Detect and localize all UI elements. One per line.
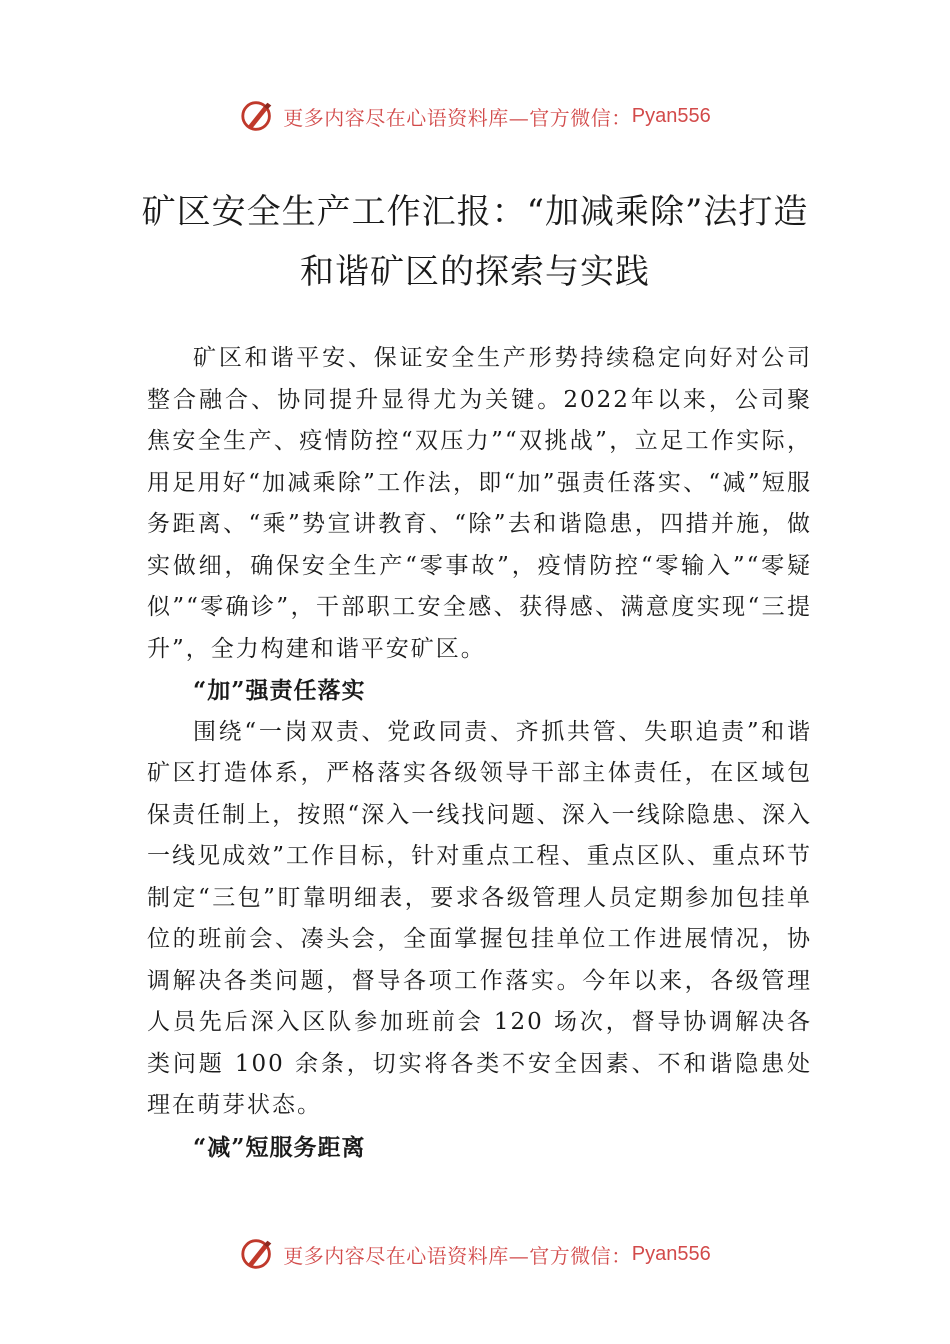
watermark-text: 更多内容尽在心语资料库—官方微信： xyxy=(283,105,632,130)
watermark-handle: Pyan556 xyxy=(631,104,711,127)
header-watermark xyxy=(0,96,950,136)
section-paragraph-1: 围绕“一岗双责、党政同责、齐抓共管、失职追责”和谐矿区打造体系，严格落实各级领导干部主体责任，在区域包保责任制上，按照“深入一线找问题、深入一线除隐患、深入一线见成效”工作目标，针对重点工程、重点区队、重点环节 制定“三包”盯靠明细表，要求各级管理人员定期参加包挂单位的班前会、凑头会，全面掌握包挂单位工作进展情况，协调解决各类问题，督导各项工作落实。今年以来，各级管理人员先后深入区队参加班前会 120 场次，督导协调解决各类问题 100 余条，切实将各类不安全因素、不和谐隐患处理在萌芽状态。 xyxy=(147,718,812,1118)
pen-logo-icon xyxy=(239,1235,277,1273)
pen-logo-icon xyxy=(239,97,277,135)
footer-watermark xyxy=(0,1234,950,1274)
document-title: 矿区安全生产工作汇报：“加减乘除”法打造和谐矿区的探索与实践 xyxy=(141,192,809,292)
watermark-handle: Pyan556 xyxy=(631,1242,711,1265)
watermark-text: 更多内容尽在心语资料库—官方微信： xyxy=(283,1243,632,1268)
section-heading-2: “减”短服务距离 xyxy=(193,1133,366,1161)
document-body xyxy=(147,338,812,1168)
intro-paragraph: 矿区和谐平安、保证安全生产形势持续稳定向好对公司整合融合、协同提升显得尤为关键。2022年以来，公司聚焦安全生产、疫情防控“双压力”“双挑战”，立足工作实际，用足用好“加减乘除”工作法，即“加”强责任落实、“减”短服务距离、“乘”势宣讲教育、“除”去和谐隐患，四措并施，做实做细，确保安全生产“零事故”，疫情防控“零输入”“零疑似”“零确诊”，干部职工安全感、获得感、满意度实现“三提升”，全力构建和谐平安矿区。 xyxy=(147,345,812,662)
section-heading-1: “加”强责任落实 xyxy=(193,677,366,704)
